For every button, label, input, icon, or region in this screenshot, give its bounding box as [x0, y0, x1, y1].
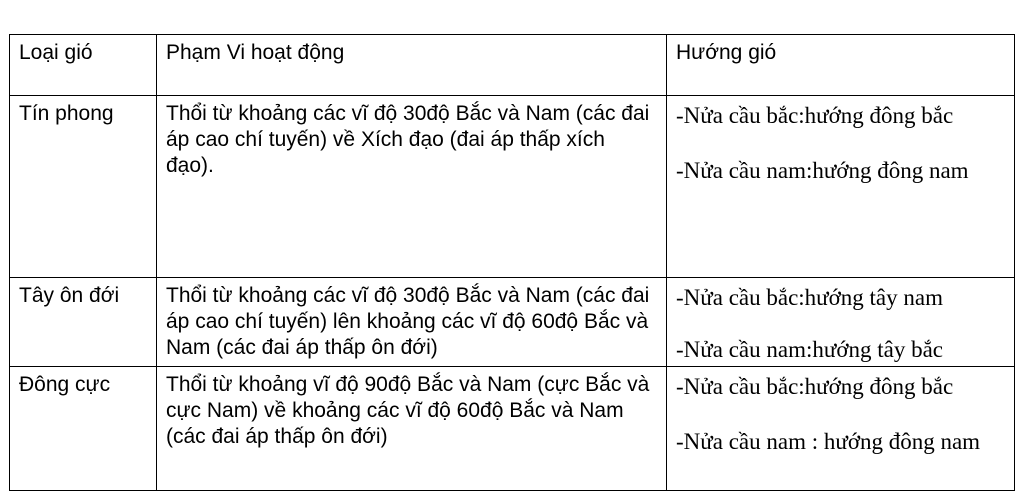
- table-header-row: [10, 35, 1015, 96]
- header-scope: Phạm Vi hoạt động: [157, 35, 667, 96]
- cell-wind-type: Tín phong: [10, 96, 157, 278]
- cell-direction: [667, 96, 1015, 278]
- direction-south: -Nửa cầu nam : hướng đông nam: [676, 429, 981, 454]
- direction-south: -Nửa cầu nam:hướng đông nam: [676, 158, 969, 183]
- cell-wind-type: Đông cực: [10, 367, 157, 491]
- header-wind-type: Loại gió: [10, 35, 157, 96]
- direction-north: -Nửa cầu bắc:hướng đông bắc: [676, 374, 954, 399]
- cell-scope: Thổi từ khoảng các vĩ độ 30độ Bắc và Nam (các đai áp cao chí tuyến) lên khoảng các vĩ độ 60độ Bắc và Nam (các đai áp thấp ôn đới): [157, 278, 667, 367]
- cell-scope: Thổi từ khoảng vĩ độ 90độ Bắc và Nam (cực Bắc và cực Nam) về khoảng các vĩ độ 60độ Bắc và Nam (các đai áp thấp ôn đới): [157, 367, 667, 491]
- direction-north: -Nửa cầu bắc:hướng tây nam: [676, 285, 943, 310]
- table-row: [10, 96, 1015, 278]
- direction-north: -Nửa cầu bắc:hướng đông bắc: [676, 103, 954, 128]
- cell-wind-type: Tây ôn đới: [10, 278, 157, 367]
- header-direction: Hướng gió: [667, 35, 1015, 96]
- table-row: [10, 367, 1015, 491]
- cell-direction: [667, 278, 1015, 367]
- direction-south: -Nửa cầu nam:hướng tây bắc: [676, 337, 943, 362]
- cell-scope: Thổi từ khoảng các vĩ độ 30độ Bắc và Nam (các đai áp cao chí tuyến) về Xích đạo (đai áp thấp xích đạo).: [157, 96, 667, 278]
- table-row: [10, 278, 1015, 367]
- wind-types-table: [9, 34, 1015, 491]
- cell-direction: [667, 367, 1015, 491]
